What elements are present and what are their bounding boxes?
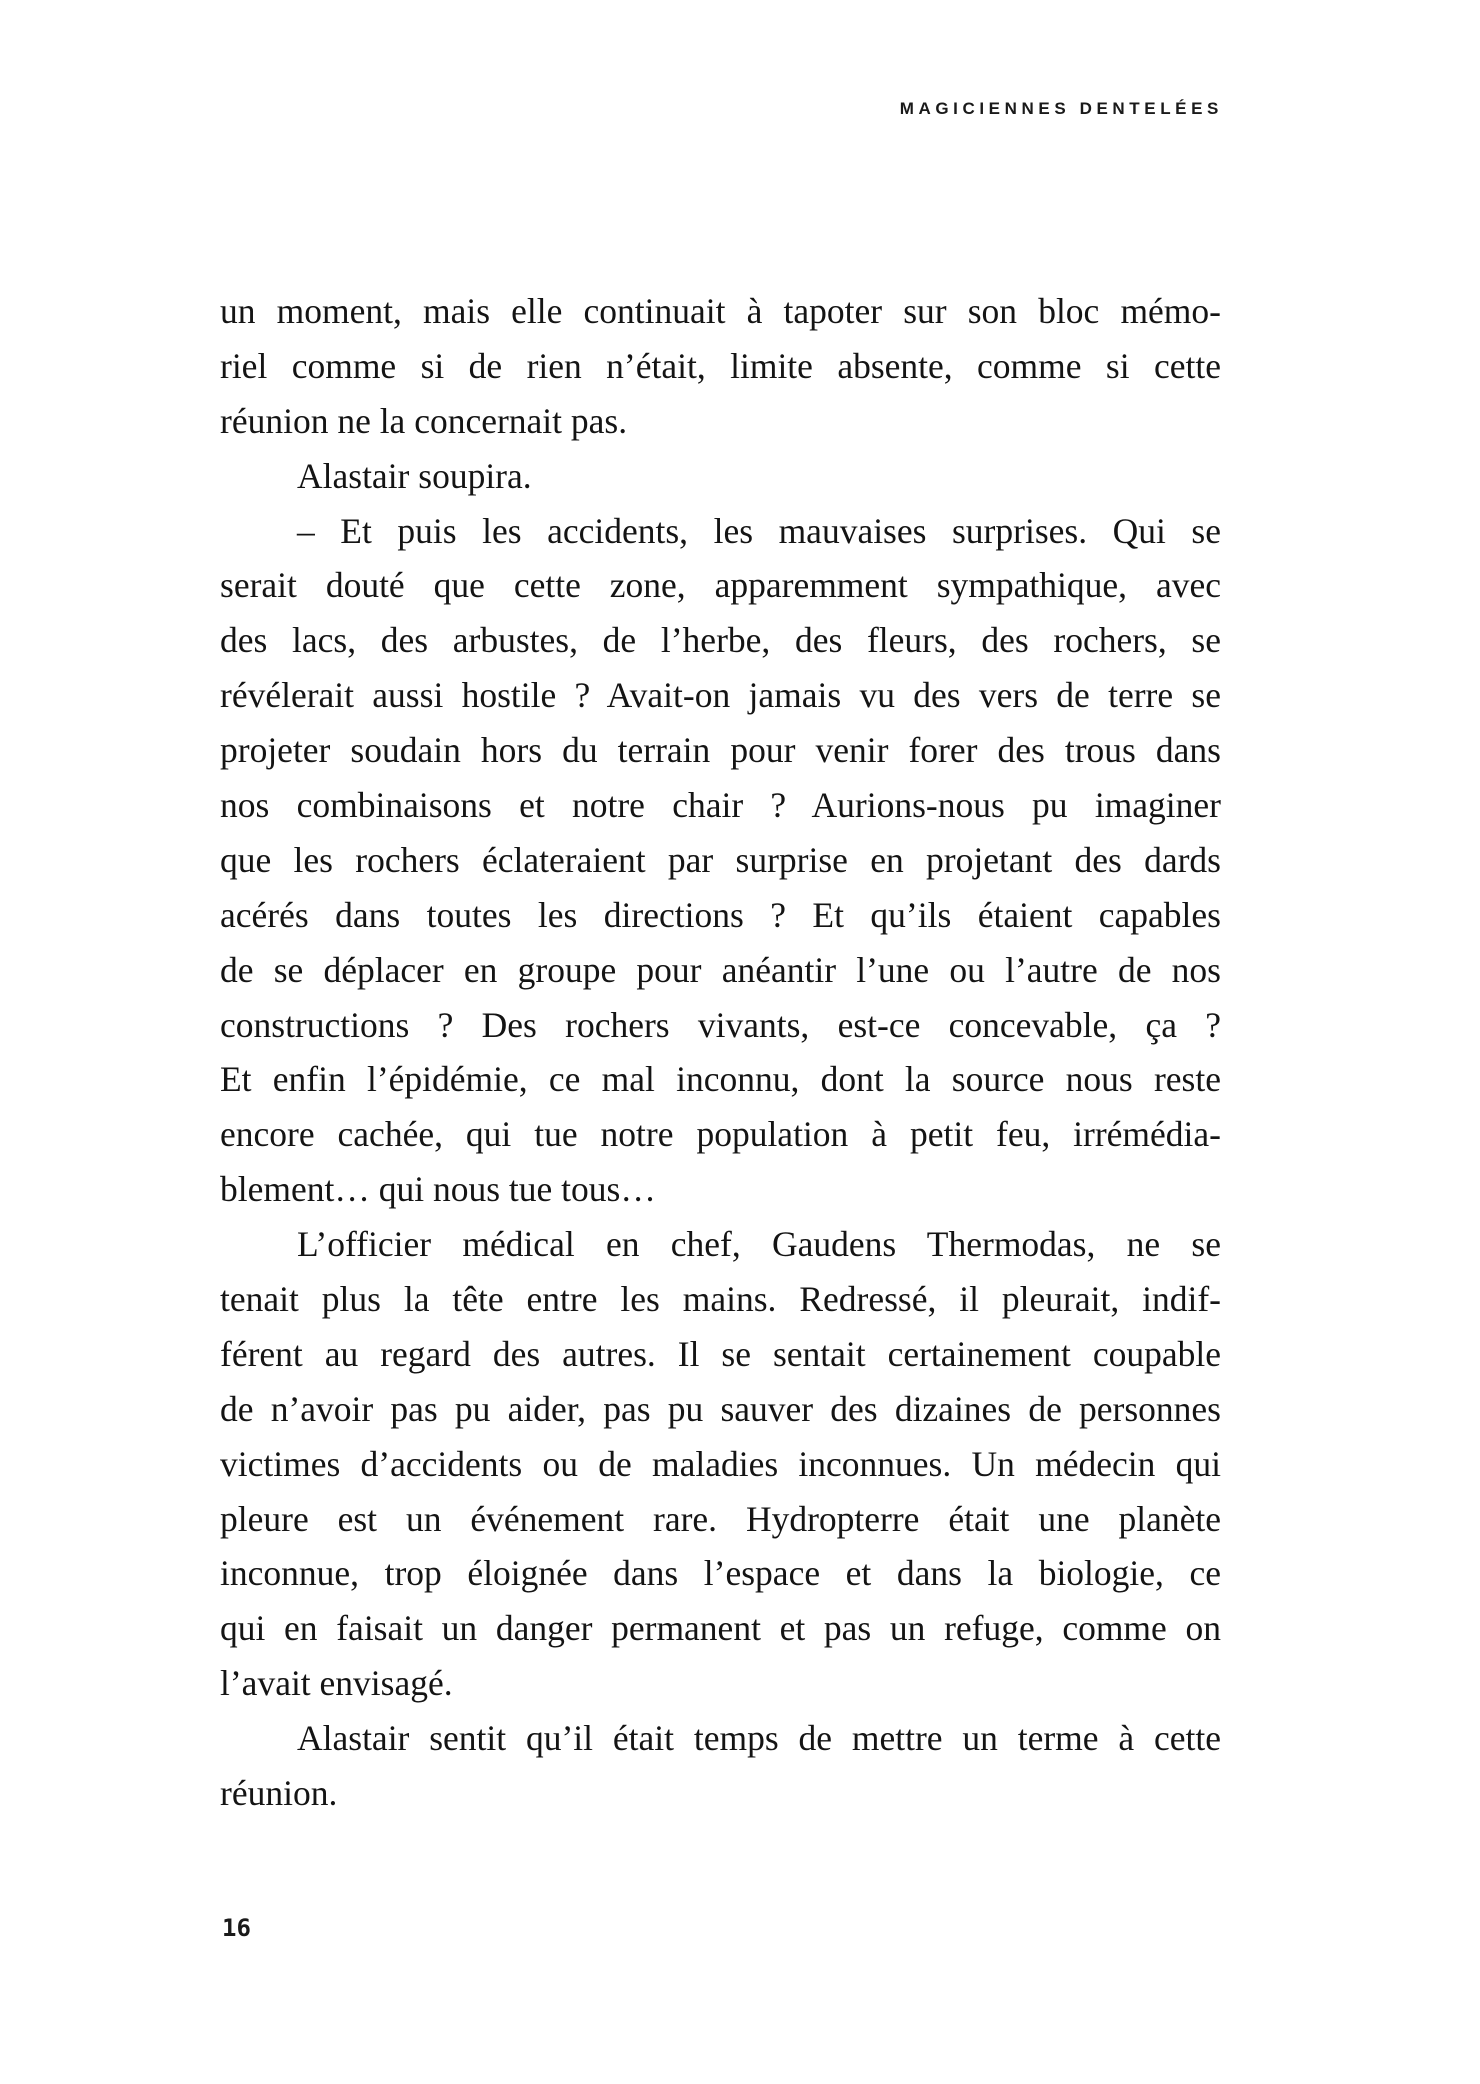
text-line: pleure est un événement rare. Hydropterre était une planète (220, 1498, 1221, 1539)
paragraph (220, 1711, 1221, 1821)
text-line: encore cachée, qui tue notre population à petit feu, irrémédia- (220, 1114, 1221, 1155)
text-line: victimes d’accidents ou de maladies inconnues. Un médecin qui (220, 1443, 1221, 1484)
paragraph (220, 504, 1221, 1218)
text-line: serait douté que cette zone, apparemment sympathique, avec (220, 565, 1221, 606)
text-line: Et enfin l’épidémie, ce mal inconnu, dont la source nous reste (220, 1059, 1221, 1100)
text-line: un moment, mais elle continuait à tapoter sur son bloc mémo- (220, 291, 1221, 331)
text-line: riel comme si de rien n’était, limite absente, comme si cette (220, 345, 1221, 386)
running-header-title: MAGICIENNES DENTELÉES (899, 99, 1223, 118)
text-line: révélerait aussi hostile ? Avait-on jamais vu des vers de terre se (220, 675, 1221, 716)
text-line: Alastair soupira. (297, 455, 532, 496)
text-line: que les rochers éclateraient par surprise en projetant des dards (220, 839, 1221, 880)
text-line: – Et puis les accidents, les mauvaises surprises. Qui se (297, 510, 1221, 551)
paragraph (220, 1217, 1221, 1711)
text-line: réunion. (220, 1773, 338, 1814)
text-line: nos combinaisons et notre chair ? Aurions-nous pu imaginer (220, 785, 1221, 826)
text-line: de n’avoir pas pu aider, pas pu sauver des dizaines de personnes (220, 1388, 1221, 1429)
text-line: tenait plus la tête entre les mains. Redressé, il pleurait, indif- (220, 1279, 1221, 1320)
body-text (220, 284, 1221, 1821)
text-line: de se déplacer en groupe pour anéantir l’une ou l’autre de nos (220, 949, 1221, 990)
text-line: férent au regard des autres. Il se sentait certainement coupable (220, 1333, 1221, 1374)
text-line: blement… qui nous tue tous… (220, 1169, 656, 1210)
text-line: Alastair sentit qu’il était temps de mettre un terme à cette (297, 1718, 1221, 1759)
text-line: L’officier médical en chef, Gaudens Thermodas, ne se (297, 1224, 1221, 1265)
text-line: des lacs, des arbustes, de l’herbe, des fleurs, des rochers, se (220, 620, 1221, 661)
paragraph (220, 284, 1221, 449)
text-line: projeter soudain hors du terrain pour venir forer des trous dans (220, 730, 1221, 771)
page-number: 16 (222, 1914, 251, 1942)
text-line: réunion ne la concernait pas. (220, 400, 628, 441)
text-line: qui en faisait un danger permanent et pas un refuge, comme on (220, 1608, 1221, 1649)
text-line: acérés dans toutes les directions ? Et qu’ils étaient capables (220, 894, 1221, 935)
text-line: inconnue, trop éloignée dans l’espace et dans la biologie, ce (220, 1553, 1221, 1594)
text-line: constructions ? Des rochers vivants, est-ce concevable, ça ? (220, 1004, 1221, 1045)
text-line: l’avait envisagé. (220, 1663, 453, 1704)
paragraph (220, 449, 1221, 504)
